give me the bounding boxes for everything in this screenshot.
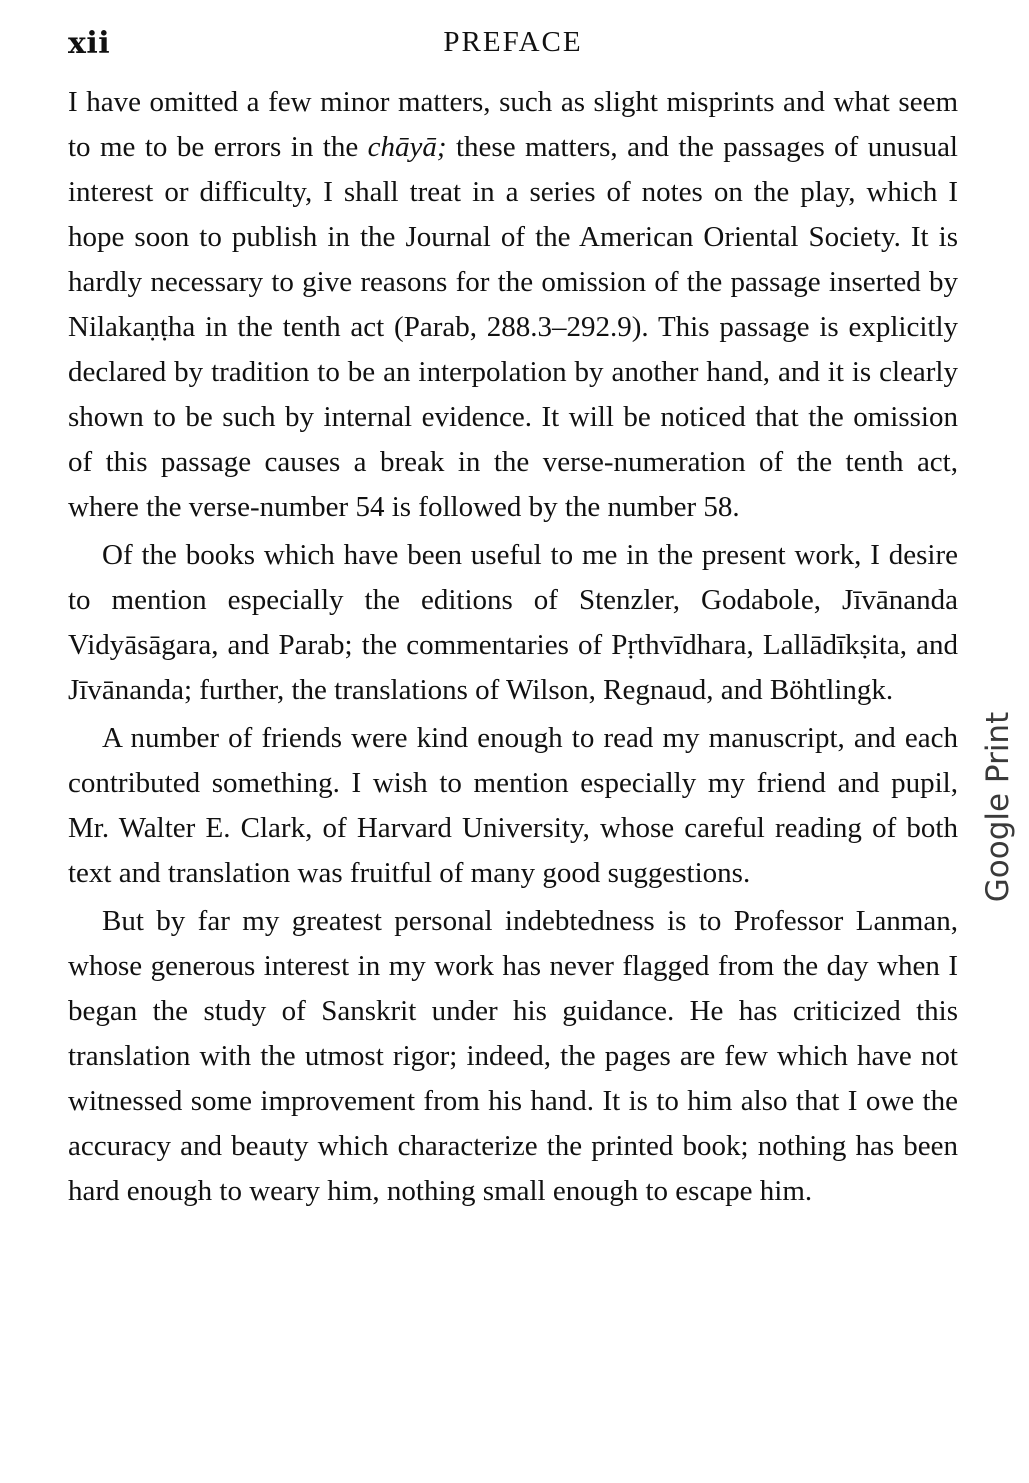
paragraph-omissions-text-start: I have omitted a few minor matters, such as slight misprints and what seem to me to be errors in the xyxy=(68,86,958,163)
paragraph-sources: Of the books which have been useful to me in the present work, I desire to mention especially the editions of Stenzler, Godabole, Jīvānanda Vidyāsāgara, and Parab; the commentaries of Pṛthvīdhara, Lallādīkṣita, and Jīvānanda; further, the translations of Wilson, Regnaud, and Böhtlingk. xyxy=(68,539,958,706)
paragraph-lanman: But by far my greatest personal indebtedness is to Professor Lanman, whose generous interest in my work has never flagged from the day when I began the study of Sanskrit under his guidance. He has criticized this translation with the utmost rigor; indeed, the pages are few which have not witnessed some improvement from his hand. It is to him also that I owe the accuracy and beauty which characterize the printed book; nothing has been hard enough to weary him, nothing small enough to escape him. xyxy=(68,905,958,1207)
paragraph-friends: A number of friends were kind enough to read my manuscript, and each contributed something. I wish to mention especially my friend and pupil, Mr. Walter E. Clark, of Harvard University, whose careful reading of both text and translation was fruitful of many good suggestions. xyxy=(68,722,958,889)
google-print-watermark xyxy=(972,692,1024,922)
running-head xyxy=(68,22,958,66)
paragraph-omissions xyxy=(68,80,958,530)
page-title: PREFACE xyxy=(443,26,583,58)
page-number: xii xyxy=(68,26,111,61)
watermark-text: Google Print xyxy=(980,711,1016,903)
paragraph-omissions-text-end: these matters, and the passages of unusual interest or difficulty, I shall treat in a series of notes on the play, which I hope soon to publish in the Journal of the American Oriental Society. It is hardly necessary to give reasons for the omission of the passage inserted by Nilakaṇṭha in the tenth act (Parab, 288.3–292.9). This passage is explicitly declared by tradition to be an interpolation by another hand, and it is clearly shown to be such by internal evidence. It will be noticed that the omission of this passage causes a break in the verse-numeration of the tenth act, where the verse-number 54 is followed by the number 58. xyxy=(68,131,958,523)
body-text xyxy=(68,80,958,1214)
italic-term-chaya: chāyā; xyxy=(367,131,447,163)
